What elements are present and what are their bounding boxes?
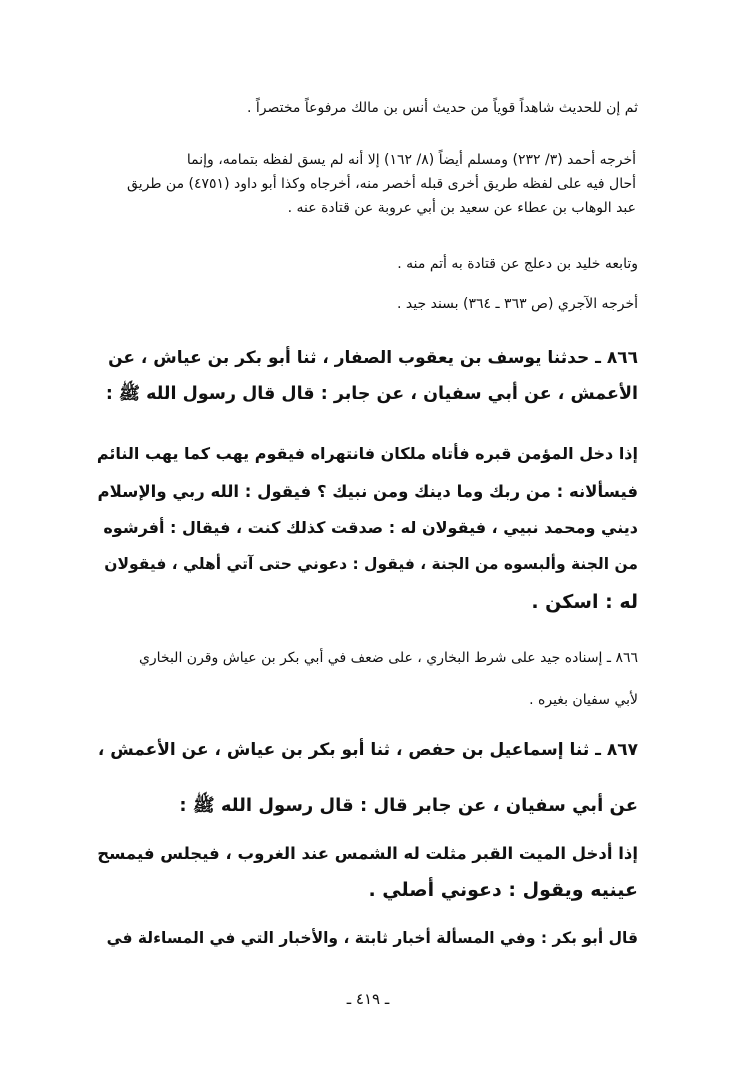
source-line: أخرجه الآجري (ص ٣٦٣ ـ ٣٦٤) بسند جيد .: [397, 296, 638, 312]
comment-line-1: قال أبو بكر : وفي المسألة أخبار ثابتة ، والأخبار التي في المساءلة في: [106, 929, 638, 947]
page-number: ـ ٤١٩ ـ: [346, 990, 390, 1008]
hadith-867-matn-line-1: إذا أدخل الميت القبر مثلت له الشمس عند الغروب ، فيجلس فيمسح: [97, 844, 638, 863]
hadith-866-matn-line-3: ديني ومحمد نبيي ، فيقولان له : صدقت كذلك كنت ، فيقال : أفرشوه: [103, 518, 638, 537]
takhrij-866-line-2: لأبي سفيان بغيره .: [529, 692, 638, 708]
footnote-line-1: أخرجه أحمد (٣/ ٢٣٢) ومسلم أيضاً (٨/ ١٦٢) إلا أنه لم يسق لفظه بتمامه، وإنما: [186, 152, 636, 168]
hadith-867-isnad-line-1: ٨٦٧ ـ ثنا إسماعيل بن حفص ، ثنا أبو بكر بن عياش ، عن الأعمش ،: [97, 740, 638, 760]
hadith-866-matn-line-2: فيسألانه : من ربك وما دينك ومن نبيك ؟ فيقول : الله ربي والإسلام: [97, 482, 638, 501]
hadith-866-matn-line-1: إذا دخل المؤمن قبره فأتاه ملكان فانتهراه فيقوم يهب كما يهب النائم: [96, 444, 638, 463]
hadith-866-matn-line-5: له : اسكن .: [531, 591, 638, 613]
hadith-866-isnad-line-1: ٨٦٦ ـ حدثنا يوسف بن يعقوب الصفار ، ثنا أبو بكر بن عياش ، عن: [108, 348, 638, 368]
hadith-867-isnad-line-2: عن أبي سفيان ، عن جابر قال : قال رسول الله ﷺ :: [179, 795, 638, 816]
footnote-line-2: أحال فيه على لفظه طريق أخرى قبله أخصر منه، أخرجاه وكذا أبو داود (٤٧٥١) من طريق: [127, 176, 636, 192]
hadith-867-matn-line-2: عينيه ويقول : دعوني أصلي .: [368, 879, 638, 901]
hadith-866-matn-line-4: من الجنة وألبسوه من الجنة ، فيقول : دعوني حتى آتي أهلي ، فيقولان: [104, 555, 638, 573]
takhrij-866-line-1: ٨٦٦ ـ إسناده جيد على شرط البخاري ، على ضعف في أبي بكر بن عياش وقرن البخاري: [138, 650, 638, 666]
hadith-866-isnad-line-2: الأعمش ، عن أبي سفيان ، عن جابر : قال قال رسول الله ﷺ :: [105, 384, 638, 404]
intro-line-1: ثم إن للحديث شاهداً قوياً من حديث أنس بن مالك مرفوعاً مختصراً .: [247, 100, 638, 116]
follow-up-line: وتابعه خليد بن دعلج عن قتادة به أتم منه .: [397, 256, 638, 272]
footnote-line-3: عبد الوهاب بن عطاء عن سعيد بن أبي عروبة عن قتادة عنه .: [287, 200, 636, 216]
